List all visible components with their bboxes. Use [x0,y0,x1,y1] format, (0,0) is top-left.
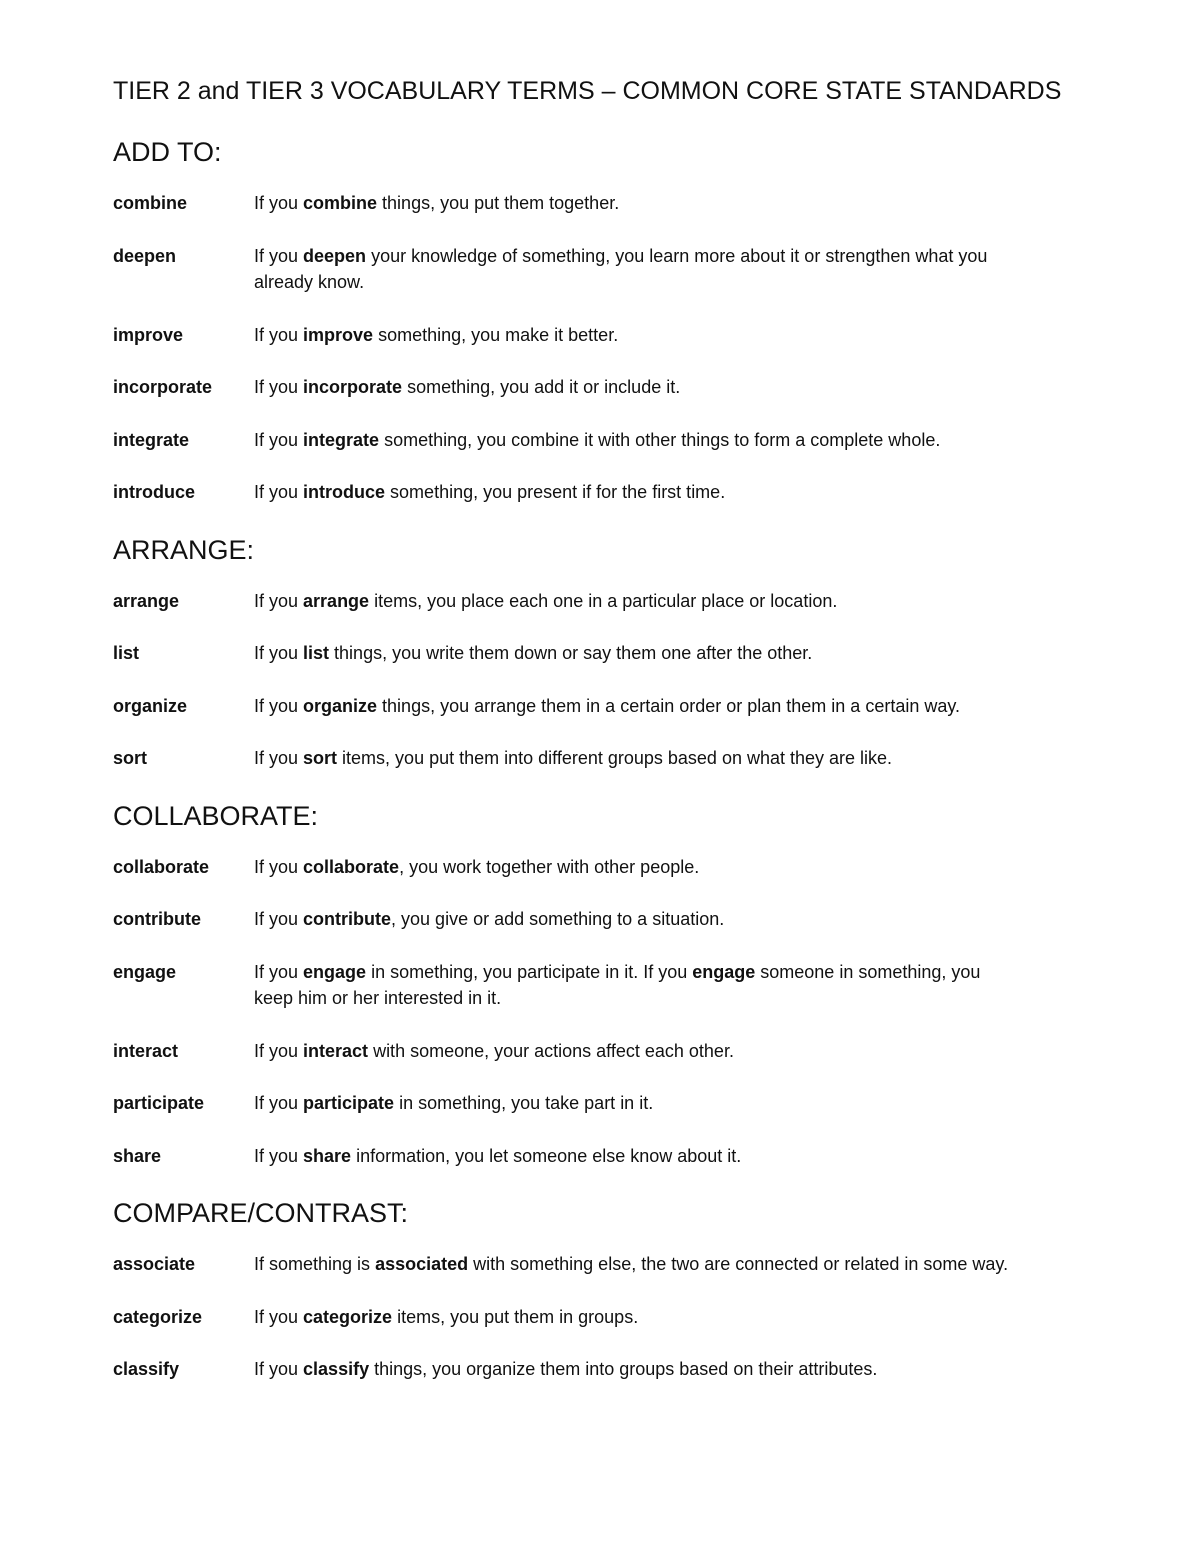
definition-keyword: incorporate [303,377,403,397]
vocabulary-section [113,1195,1140,1383]
definition-keyword: interact [303,1040,369,1061]
definition-text: If something is [254,1254,376,1274]
definition-text: If you [254,695,304,716]
vocabulary-entry [113,1090,1140,1117]
definition-text: , you work together with other people. [399,856,700,877]
vocabulary-definition [254,693,1024,720]
vocabulary-sections [113,134,1140,1383]
definition-text: something, you combine it with other things to form a complete whole. [379,429,941,450]
definition-text: If you [254,429,304,450]
vocabulary-term: collaborate [113,856,210,877]
vocabulary-term: incorporate [113,377,213,397]
definition-keyword: share [303,1145,352,1166]
definition-text: something, you make it better. [373,324,619,345]
vocabulary-entry [113,427,1140,454]
vocabulary-entry [113,854,1140,881]
vocabulary-definition [254,1356,1024,1383]
vocabulary-definition [254,1143,1024,1170]
vocabulary-definition [254,906,1024,933]
definition-keyword: deepen [303,245,367,266]
vocabulary-definition [254,1038,1024,1065]
definition-keyword: integrate [303,429,380,450]
definition-text: , you give or add something to a situation. [391,909,725,929]
section-heading: COMPARE/CONTRAST: [113,1198,409,1228]
vocabulary-definition [254,588,1024,615]
definition-text: If you [254,909,304,929]
definition-text: items, you put them into different groups based on what they are like. [337,748,893,768]
vocabulary-definition [254,640,1024,667]
definition-keyword: organize [303,695,378,716]
definition-keyword: improve [303,324,374,345]
vocabulary-definition [254,322,1024,349]
vocabulary-term: sort [113,748,148,768]
definition-text: with something else, the two are connected or related in some way. [468,1254,1009,1274]
vocabulary-list [113,190,1140,506]
definition-keyword: collaborate [303,856,400,877]
vocabulary-entry [113,374,1140,401]
definition-text: If you [254,324,304,345]
definition-text: If you [254,643,304,663]
definition-text: items, you put them in groups. [392,1306,639,1327]
vocabulary-entry [113,1356,1140,1383]
definition-text: someone in something, you keep him or her interested in it. [254,961,981,1008]
vocabulary-list [113,854,1140,1170]
vocabulary-entry [113,959,1140,1012]
definition-keyword: participate [303,1093,395,1113]
definition-keyword: categorize [303,1306,393,1327]
vocabulary-definition [254,190,1024,217]
definition-text: If you [254,1359,304,1379]
definition-text: If you [254,590,304,611]
definition-text: in something, you take part in it. [394,1093,654,1113]
vocabulary-entry [113,1143,1140,1170]
definition-text: information, you let someone else know about it. [351,1145,742,1166]
vocabulary-list [113,588,1140,772]
vocabulary-entry [113,190,1140,217]
definition-text: your knowledge of something, you learn more about it or strengthen what you already know. [254,245,988,292]
vocabulary-term: combine [113,193,188,213]
vocabulary-entry [113,640,1140,667]
vocabulary-list [113,1251,1140,1383]
definition-text: something, you present if for the first time. [385,482,726,502]
vocabulary-term: introduce [113,482,196,502]
definition-keyword: classify [303,1359,370,1379]
definition-text: If you [254,377,304,397]
document-title: TIER 2 and TIER 3 VOCABULARY TERMS – COMMON CORE STATE STANDARDS [113,77,1062,105]
vocabulary-term: improve [113,324,184,345]
vocabulary-term: participate [113,1093,205,1113]
definition-text: things, you arrange them in a certain order or plan them in a certain way. [377,695,961,716]
section-heading: COLLABORATE: [113,800,319,831]
definition-keyword: arrange [303,590,370,611]
vocabulary-definition [254,479,1024,506]
vocabulary-entry [113,1304,1140,1331]
vocabulary-term: categorize [113,1306,203,1327]
vocabulary-entry [113,479,1140,506]
definition-keyword: sort [303,748,338,768]
definition-keyword: combine [303,193,378,213]
vocabulary-definition [254,959,1024,1012]
vocabulary-entry [113,243,1140,296]
vocabulary-section [113,798,1140,1170]
vocabulary-entry [113,745,1140,772]
vocabulary-term: organize [113,695,188,716]
vocabulary-section [113,134,1140,506]
vocabulary-entry [113,1251,1140,1278]
definition-text: If you [254,1040,304,1061]
vocabulary-definition [254,745,1024,772]
vocabulary-entry [113,1038,1140,1065]
definition-text: If you [254,193,304,213]
vocabulary-term: integrate [113,429,190,450]
section-heading: ARRANGE: [113,534,255,565]
section-heading: ADD TO: [113,137,222,167]
vocabulary-term: classify [113,1359,180,1379]
definition-text: If you [254,482,304,502]
vocabulary-definition [254,1304,1024,1331]
vocabulary-definition [254,427,1024,454]
definition-text: If you [254,245,304,266]
vocabulary-definition [254,1090,1024,1117]
definition-text: things, you organize them into groups based on their attributes. [369,1359,878,1379]
definition-keyword: introduce [303,482,386,502]
vocabulary-entry [113,322,1140,349]
vocabulary-section [113,532,1140,772]
vocabulary-definition [254,374,1024,401]
definition-keyword: associated [375,1254,469,1274]
definition-text: things, you write them down or say them one after the other. [329,643,813,663]
definition-text: something, you add it or include it. [402,377,681,397]
definition-text: things, you put them together. [377,193,620,213]
vocabulary-term: arrange [113,590,180,611]
vocabulary-entry [113,693,1140,720]
vocabulary-entry [113,906,1140,933]
definition-text: If you [254,1093,304,1113]
definition-text: in something, you participate in it. If you [366,961,693,982]
definition-text: If you [254,856,304,877]
vocabulary-term: engage [113,961,177,982]
definition-keyword: contribute [303,909,392,929]
vocabulary-term: share [113,1145,162,1166]
definition-keyword: list [303,643,330,663]
vocabulary-term: interact [113,1040,179,1061]
definition-text: If you [254,1306,304,1327]
vocabulary-term: associate [113,1254,196,1274]
vocabulary-term: contribute [113,909,201,929]
vocabulary-definition [254,243,1024,296]
definition-keyword: engage [303,961,367,982]
vocabulary-definition [254,1251,1024,1278]
definition-keyword: engage [692,961,756,982]
vocabulary-entry [113,588,1140,615]
vocabulary-term: deepen [113,245,177,266]
definition-text: If you [254,1145,304,1166]
definition-text: If you [254,961,304,982]
definition-text: If you [254,748,304,768]
definition-text: items, you place each one in a particular place or location. [369,590,838,611]
vocabulary-term: list [113,643,140,663]
definition-text: with someone, your actions affect each other. [368,1040,734,1061]
vocabulary-definition [254,854,1024,881]
